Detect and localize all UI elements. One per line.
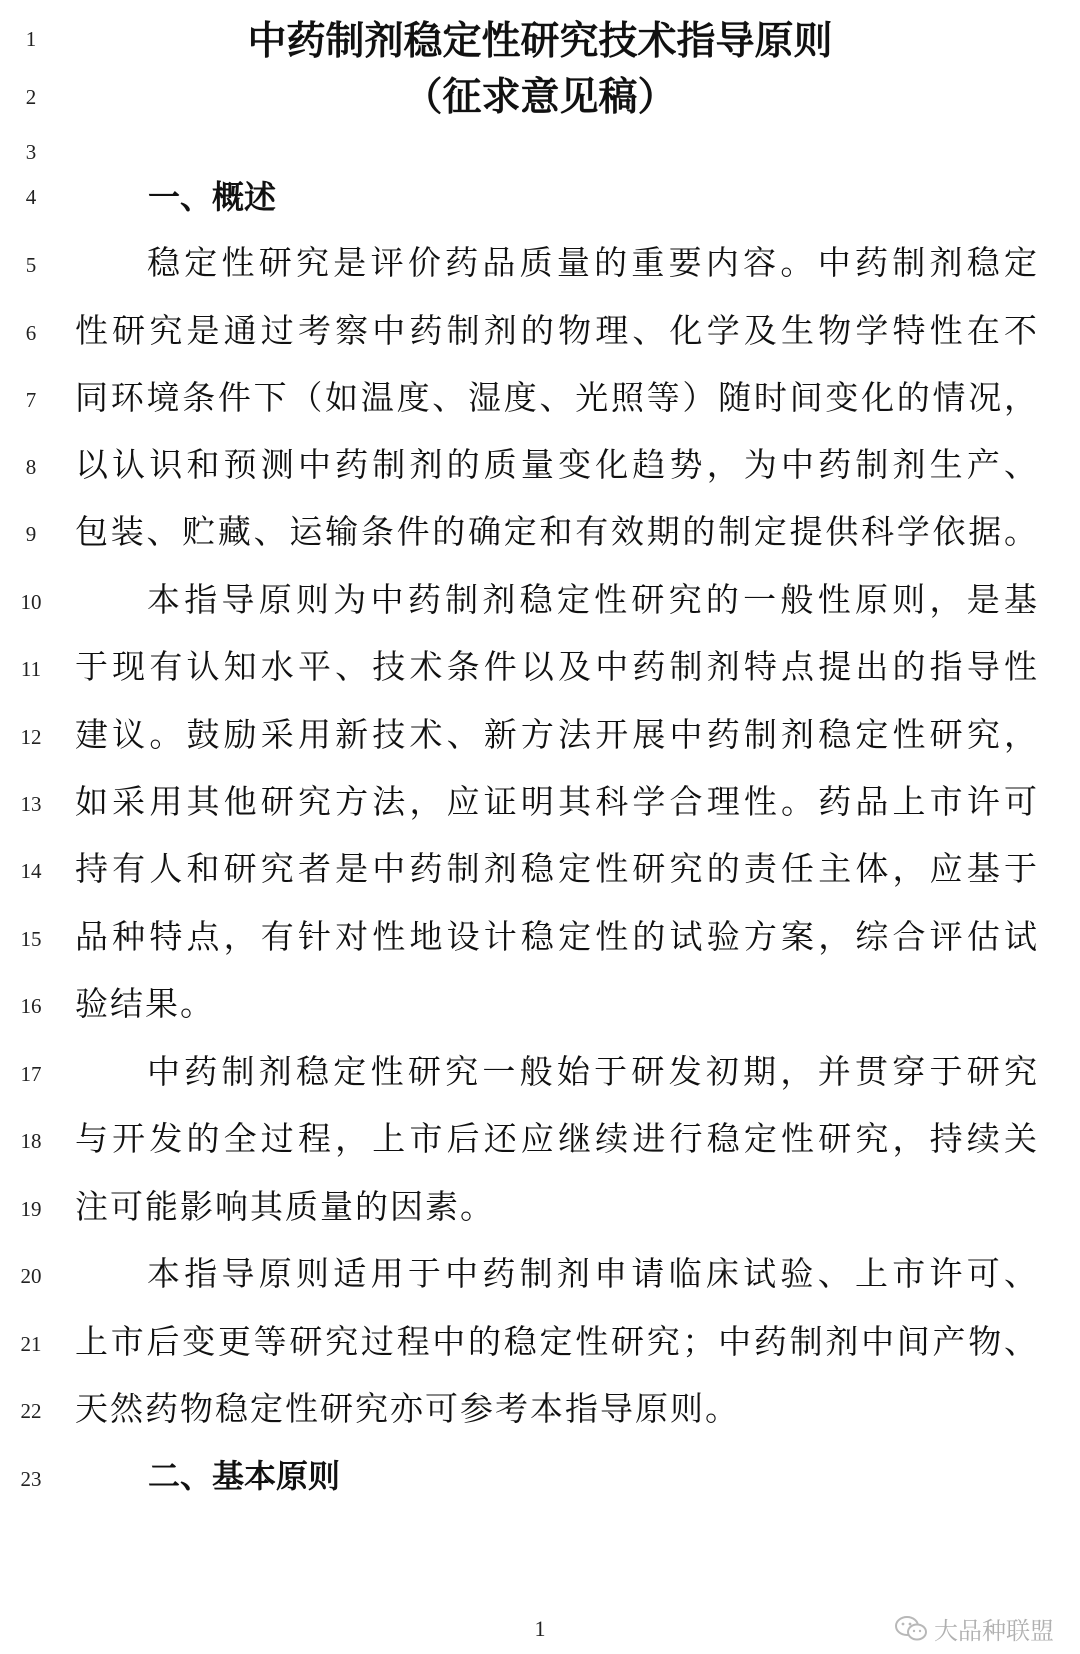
page-number: 1: [534, 1616, 546, 1641]
text-line: 本指导原则适用于中药制剂申请临床试验、上市许可、: [147, 1254, 1037, 1293]
line-number: 22: [20, 1399, 42, 1423]
line-number: 19: [20, 1197, 42, 1221]
line-number: 10: [20, 590, 42, 614]
line-number: 17: [20, 1062, 42, 1086]
text-line: 于现有认知水平、技术条件以及中药制剂特点提出的指导性: [75, 647, 1037, 686]
line-number: 15: [20, 927, 42, 951]
line-number: 23: [20, 1467, 42, 1491]
text-line: 同环境条件下（如温度、湿度、光照等）随时间变化的情况，: [75, 378, 1037, 417]
document-subtitle: （征求意见稿）: [403, 75, 677, 120]
text-line: 验结果。: [75, 984, 215, 1023]
text-line: 以认识和预测中药制剂的质量变化趋势，为中药制剂生产、: [75, 445, 1037, 484]
document-title: 中药制剂稳定性研究技术指导原则: [247, 19, 833, 64]
line-number: 12: [20, 725, 42, 749]
text-line: 持有人和研究者是中药制剂稳定性研究的责任主体，应基于: [75, 849, 1037, 888]
line-number: 4: [25, 185, 37, 209]
text-line: 本指导原则为中药制剂稳定性研究的一般性原则，是基: [147, 580, 1037, 619]
text-line: 如采用其他研究方法，应证明其科学合理性。药品上市许可: [75, 782, 1037, 821]
line-number: 7: [25, 388, 37, 412]
line-number: 21: [20, 1332, 42, 1356]
text-line: 与开发的全过程，上市后还应继续进行稳定性研究，持续关: [75, 1119, 1037, 1158]
text-line: 注可能影响其质量的因素。: [75, 1187, 495, 1226]
line-number: 13: [20, 792, 42, 816]
line-number: 20: [20, 1264, 42, 1288]
text-line: 建议。鼓励采用新技术、新方法开展中药制剂稳定性研究，: [75, 715, 1037, 754]
text-line: 性研究是通过考察中药制剂的物理、化学及生物学特性在不: [75, 311, 1037, 350]
line-number: 14: [20, 859, 42, 883]
text-line: 包装、贮藏、运输条件的确定和有效期的制定提供科学依据。: [75, 512, 1037, 551]
text-line: 上市后变更等研究过程中的稳定性研究；中药制剂中间产物、: [75, 1322, 1037, 1361]
wechat-icon: [894, 1615, 928, 1643]
line-number: 2: [25, 85, 37, 109]
watermark: [894, 1611, 1054, 1646]
line-number: 8: [25, 455, 37, 479]
section-heading: 二、基本原则: [148, 1457, 341, 1495]
text-line: 稳定性研究是评价药品质量的重要内容。中药制剂稳定: [147, 243, 1037, 282]
line-number: 11: [20, 657, 42, 681]
line-number: 3: [25, 140, 37, 164]
line-number: 16: [20, 994, 42, 1018]
section-heading: 一、概述: [148, 178, 277, 216]
text-line: 中药制剂稳定性研究一般始于研发初期，并贯穿于研究: [147, 1052, 1037, 1091]
line-number: 9: [25, 522, 37, 546]
text-line: 天然药物稳定性研究亦可参考本指导原则。: [75, 1389, 740, 1428]
line-number: 6: [25, 321, 37, 345]
text-line: 品种特点，有针对性地设计稳定性的试验方案，综合评估试: [75, 917, 1037, 956]
line-number: 1: [25, 27, 37, 51]
line-number: 5: [25, 253, 37, 277]
watermark-text: 大品种联盟: [934, 1617, 1054, 1645]
line-number: 18: [20, 1129, 42, 1153]
